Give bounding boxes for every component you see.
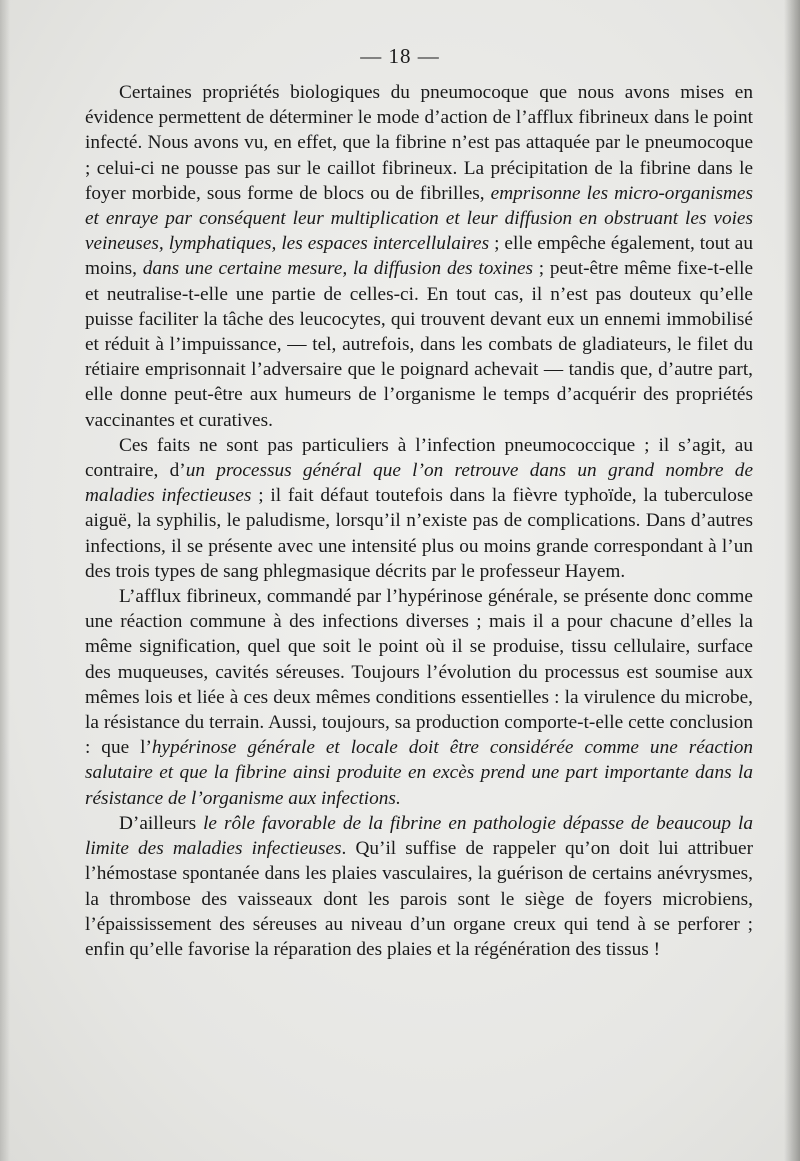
text-run: ; il fait défaut toutefois dans la fièvre typhoïde, la tuberculose aiguë, la syphilis, le paludisme, lorsqu’il n’existe pas de complications. Dans d’autres infections, il se présente avec une intensité plus ou moins grande correspondant à l’un des trois types de sang phlegmasique décrits par le professeur Hayem. — [85, 485, 754, 582]
italic-text-run: dans une certaine mesure, la diffusion des toxines — [142, 258, 534, 280]
page-right-shadow — [784, 0, 800, 1161]
page-left-shadow — [0, 0, 10, 1161]
text-run: L’afflux fibrineux, commandé par l’hypérinose générale, se présente donc comme une réaction commune à des infections diverses ; mais il a pour chacune d’elles la même signification, quel que soit le point où il se produise, tissu cellulaire, surface des muqueuses, cavités séreuses. Toujours l’évolution du processus est soumise aux mêmes lois et liée à ces deux mêmes conditions essentielles : la virulence du microbe, la résistance du terrain. Aussi, toujours, sa production comporte-t-elle cette conclusion : que l’ — [85, 586, 753, 759]
body-text — [85, 80, 753, 962]
text-run: . Qu’il suffise de rappeler qu’on doit lui attribuer l’hémostase spontanée dans les plaies vasculaires, la guérison de certains anévrysmes, la thrombose des vaisseaux dont les parois sont le siège de foyers microbiens, l’épaississement des séreuses au niveau d’un organe creux qui tend à se perforer ; enfin qu’elle favorise la réparation des plaies et la régénération des tissus ! — [85, 838, 753, 960]
italic-text-run: hypérinose générale et locale doit être considérée comme une réaction salutaire et que la fibrine ainsi produite en excès prend une part importante dans la résistance de l’organisme aux infections. — [85, 737, 753, 809]
page-number: — 18 — — [360, 44, 440, 68]
text-run: D’ailleurs — [119, 812, 204, 834]
text-run: Certaines propriétés biologiques du pneumocoque que nous avons mises en évidence permettent de déterminer le mode d’action de l’afflux fibrineux dans le point infecté. Nous avons vu, en effet, que la fibrine n’est pas attaquée par le pneumocoque ; celui-ci ne pousse pas sur le caillot fibrineux. La précipitation de la fibrine dans le foyer morbide, sous forme de blocs ou de fibrilles, — [85, 82, 753, 204]
paragraph-2 — [85, 433, 753, 584]
text-run: ; elle empêche également, tout au moins, — [85, 233, 753, 280]
text-run: Ces faits ne sont pas particuliers à l’infection pneumococcique ; il s’agit, au contraire, d’ — [85, 434, 753, 482]
paragraph-1 — [85, 80, 753, 433]
italic-text-run: emprisonne les micro-organismes et enraye par conséquent leur multiplication et leur diffusion en obstruant les voies veineuses, lymphatiques, les espaces intercellulaires — [85, 182, 753, 255]
italic-text-run: le rôle favorable de la fibrine en pathologie dépasse de beaucoup la limite des maladies infectieuses — [85, 812, 753, 860]
text-run: ; peut-être même fixe-t-elle et neutralise-t-elle une partie de celles-ci. En tout cas, il n’est pas douteux qu’elle puisse faciliter la tâche des leucocytes, qui trouvent devant eux un ennemi immobilisé et réduit à l’impuissance, — tel, autrefois, dans les combats de gladiateurs, le filet du rétiaire emprisonnait l’adversaire que le poignard achevait — tandis que, d’autre part, elle donne peut-être aux humeurs de l’organisme le temps d’acquérir des propriétés vaccinantes et curatives. — [85, 258, 754, 431]
italic-text-run: un processus général que l’on retrouve dans un grand nombre de maladies infectieuses — [85, 460, 753, 507]
paragraph-4 — [85, 811, 753, 962]
paragraph-3 — [85, 584, 753, 811]
